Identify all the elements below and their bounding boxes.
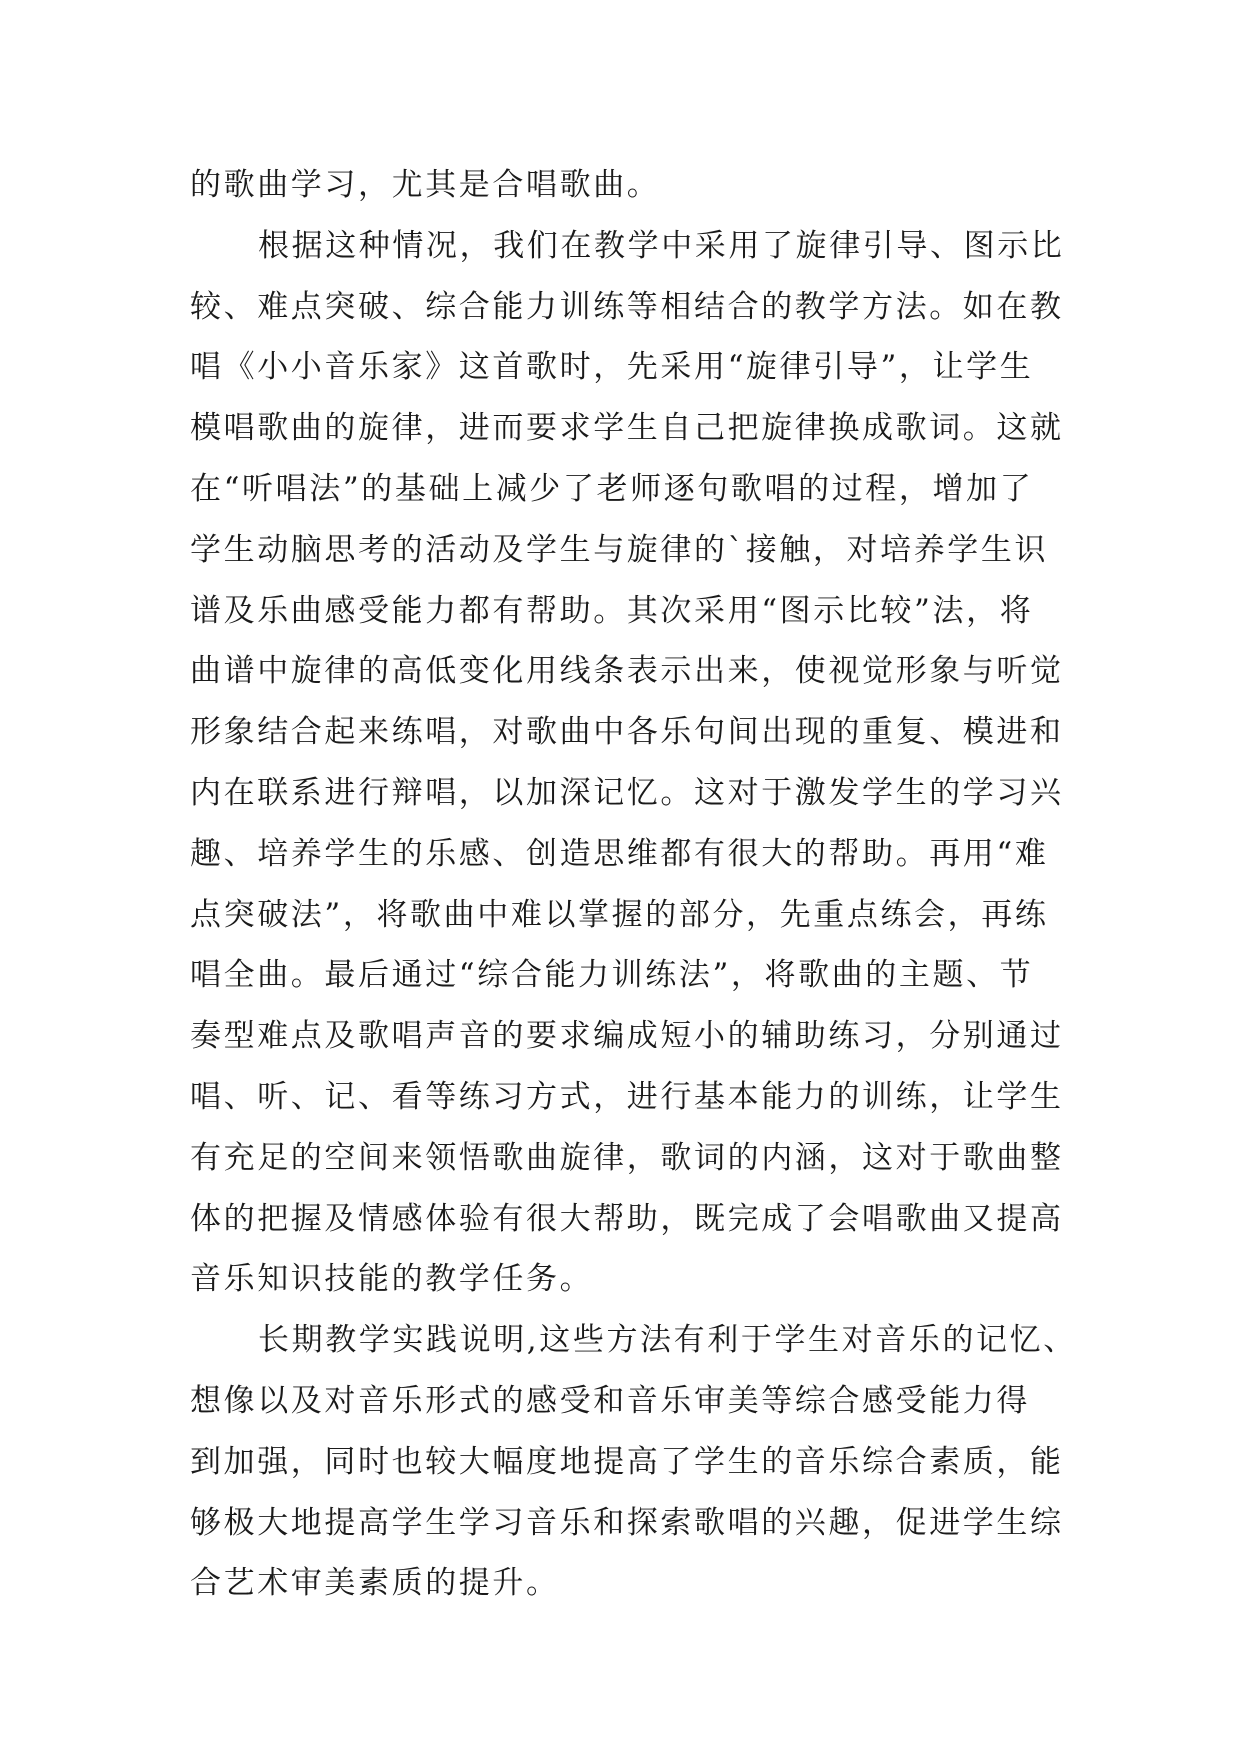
text-line: 有充足的空间来领悟歌曲旋律，歌词的内涵，这对于歌曲整 <box>190 1139 1064 1176</box>
text-line: 趣、培养学生的乐感、创造思维都有很大的帮助。再用“难 <box>190 835 1049 872</box>
text-line: 内在联系进行辩唱，以加深记忆。这对于激发学生的学习兴 <box>190 774 1064 811</box>
paragraph-start-line: 长期教学实践说明,这些方法有利于学生对音乐的记忆、 <box>258 1322 1077 1359</box>
text-line: 形象结合起来练唱，对歌曲中各乐句间出现的重复、模进和 <box>190 714 1064 751</box>
text-line: 到加强，同时也较大幅度地提高了学生的音乐综合素质，能 <box>190 1443 1064 1480</box>
text-line: 学生动脑思考的活动及学生与旋律的`接触，对培养学生识 <box>190 531 1049 568</box>
text-line: 唱、听、记、看等练习方式，进行基本能力的训练，让学生 <box>190 1078 1064 1115</box>
text-line: 想像以及对音乐形式的感受和音乐审美等综合感受能力得 <box>190 1382 1030 1419</box>
paragraph-start-line: 根据这种情况，我们在教学中采用了旋律引导、图示比 <box>258 227 1065 264</box>
text-line: 曲谱中旋律的高低变化用线条表示出来，使视觉形象与听觉 <box>190 653 1064 690</box>
text-line: 谱及乐曲感受能力都有帮助。其次采用“图示比较”法，将 <box>190 592 1034 629</box>
text-line: 唱《小小音乐家》这首歌时，先采用“旋律引导”，让学生 <box>190 349 1034 386</box>
text-line: 模唱歌曲的旋律，进而要求学生自己把旋律换成歌词。这就 <box>190 410 1064 447</box>
text-line: 音乐知识技能的教学任务。 <box>190 1261 594 1298</box>
text-line: 点突破法”，将歌曲中难以掌握的部分，先重点练会，再练 <box>190 896 1049 933</box>
text-line: 奏型难点及歌唱声音的要求编成短小的辅助练习，分别通过 <box>190 1018 1064 1055</box>
text-line: 够极大地提高学生学习音乐和探索歌唱的兴趣，促进学生综 <box>190 1504 1064 1541</box>
text-line: 体的把握及情感体验有很大帮助，既完成了会唱歌曲又提高 <box>190 1200 1064 1237</box>
text-line: 合艺术审美素质的提升。 <box>190 1565 560 1602</box>
text-line: 的歌曲学习，尤其是合唱歌曲。 <box>190 167 661 203</box>
text-line: 唱全曲。最后通过“综合能力训练法”，将歌曲的主题、节 <box>190 957 1034 994</box>
body-text <box>190 155 1077 1614</box>
text-line: 较、难点突破、综合能力训练等相结合的教学方法。如在教 <box>190 288 1064 325</box>
text-line: 在“听唱法”的基础上减少了老师逐句歌唱的过程，增加了 <box>190 470 1034 507</box>
